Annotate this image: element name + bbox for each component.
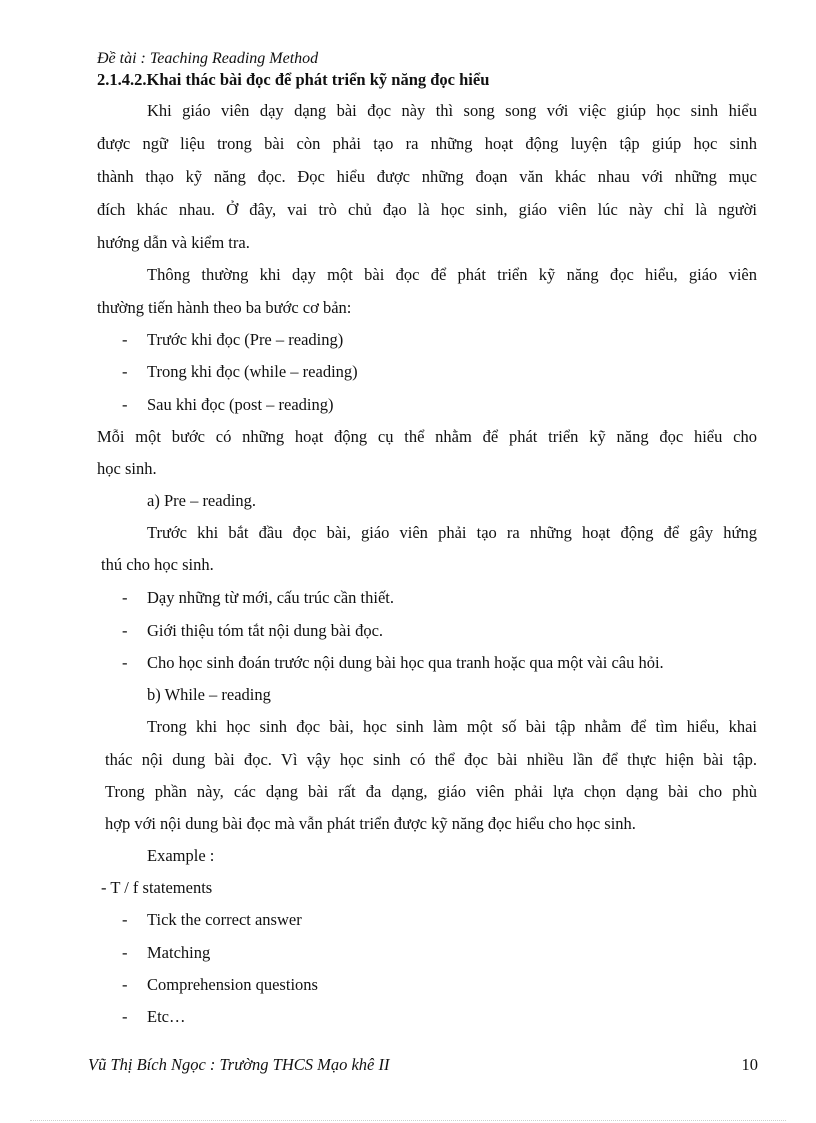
paragraph-line: Trước khi bắt đầu đọc bài, giáo viên phải tạo ra những hoạt động để gây hứng: [147, 523, 757, 542]
paragraph-line: thành thạo kỹ năng đọc. Đọc hiểu được những đoạn văn khác nhau với những mục: [97, 167, 757, 186]
paragraph-line: Thông thường khi dạy một bài đọc để phát triển kỹ năng đọc hiểu, giáo viên: [147, 265, 757, 284]
paragraph-line: học sinh.: [97, 459, 157, 478]
subsection-label: b) While – reading: [147, 685, 271, 704]
page-bottom-rule: [30, 1120, 786, 1121]
list-item: Comprehension questions: [147, 975, 318, 994]
paragraph-line: Khi giáo viên dạy dạng bài đọc này thì song song với việc giúp học sinh hiểu: [147, 101, 757, 120]
example-label: Example :: [147, 846, 215, 865]
list-bullet: -: [122, 395, 128, 414]
document-header: Đề tài : Teaching Reading Method: [97, 50, 319, 67]
list-item: Tick the correct answer: [147, 910, 302, 929]
paragraph-line: đích khác nhau. Ở đây, vai trò chủ đạo là học sinh, giáo viên lúc này chỉ là người: [97, 200, 757, 219]
list-item: Trong khi đọc (while – reading): [147, 362, 358, 381]
list-item: Trước khi đọc (Pre – reading): [147, 330, 344, 349]
list-item: Sau khi đọc (post – reading): [147, 395, 334, 414]
paragraph-line: Trong phần này, các dạng bài rất đa dạng, giáo viên phải lựa chọn dạng bài cho phù: [105, 782, 757, 801]
list-bullet: -: [122, 362, 128, 381]
list-bullet: -: [122, 621, 128, 640]
list-bullet: -: [122, 330, 128, 349]
list-bullet: -: [122, 910, 128, 929]
list-bullet: -: [122, 653, 128, 672]
list-bullet: -: [122, 1007, 128, 1026]
section-heading: 2.1.4.2.Khai thác bài đọc để phát triển kỹ năng đọc hiểu: [97, 70, 490, 89]
page-number: 10: [741, 1055, 758, 1074]
document-footer: [88, 1055, 758, 1075]
footer-author: Vũ Thị Bích Ngọc : Trường THCS Mạo khê II: [88, 1055, 390, 1074]
paragraph-line: thú cho học sinh.: [101, 555, 214, 574]
list-bullet: -: [122, 588, 128, 607]
paragraph-line: thường tiến hành theo ba bước cơ bản:: [97, 298, 352, 317]
list-bullet: -: [122, 943, 128, 962]
list-bullet: -: [122, 975, 128, 994]
paragraph-line: thác nội dung bài đọc. Vì vậy học sinh có thể đọc bài nhiều lần để thực hiện bài tập.: [105, 750, 757, 769]
subsection-label: a) Pre – reading.: [147, 491, 257, 510]
list-item: Etc…: [147, 1007, 186, 1026]
paragraph-line: Mỗi một bước có những hoạt động cụ thể nhằm để phát triển kỹ năng đọc hiểu cho: [97, 427, 757, 446]
list-item: - T / f statements: [101, 878, 213, 897]
paragraph-line: hợp với nội dung bài đọc mà vẫn phát triển được kỹ năng đọc hiểu cho học sinh.: [105, 814, 636, 833]
list-item: Dạy những từ mới, cấu trúc cần thiết.: [147, 588, 395, 607]
paragraph-line: hướng dẫn và kiểm tra.: [97, 233, 250, 252]
paragraph-line: được ngữ liệu trong bài còn phải tạo ra những hoạt động luyện tập giúp học sinh: [97, 134, 757, 153]
list-item: Cho học sinh đoán trước nội dung bài học qua tranh hoặc qua một vài câu hỏi.: [147, 653, 664, 672]
paragraph-line: Trong khi học sinh đọc bài, học sinh làm một số bài tập nhằm để tìm hiểu, khai: [147, 717, 757, 736]
list-item: Giới thiệu tóm tắt nội dung bài đọc.: [147, 621, 384, 640]
list-item: Matching: [147, 943, 211, 962]
